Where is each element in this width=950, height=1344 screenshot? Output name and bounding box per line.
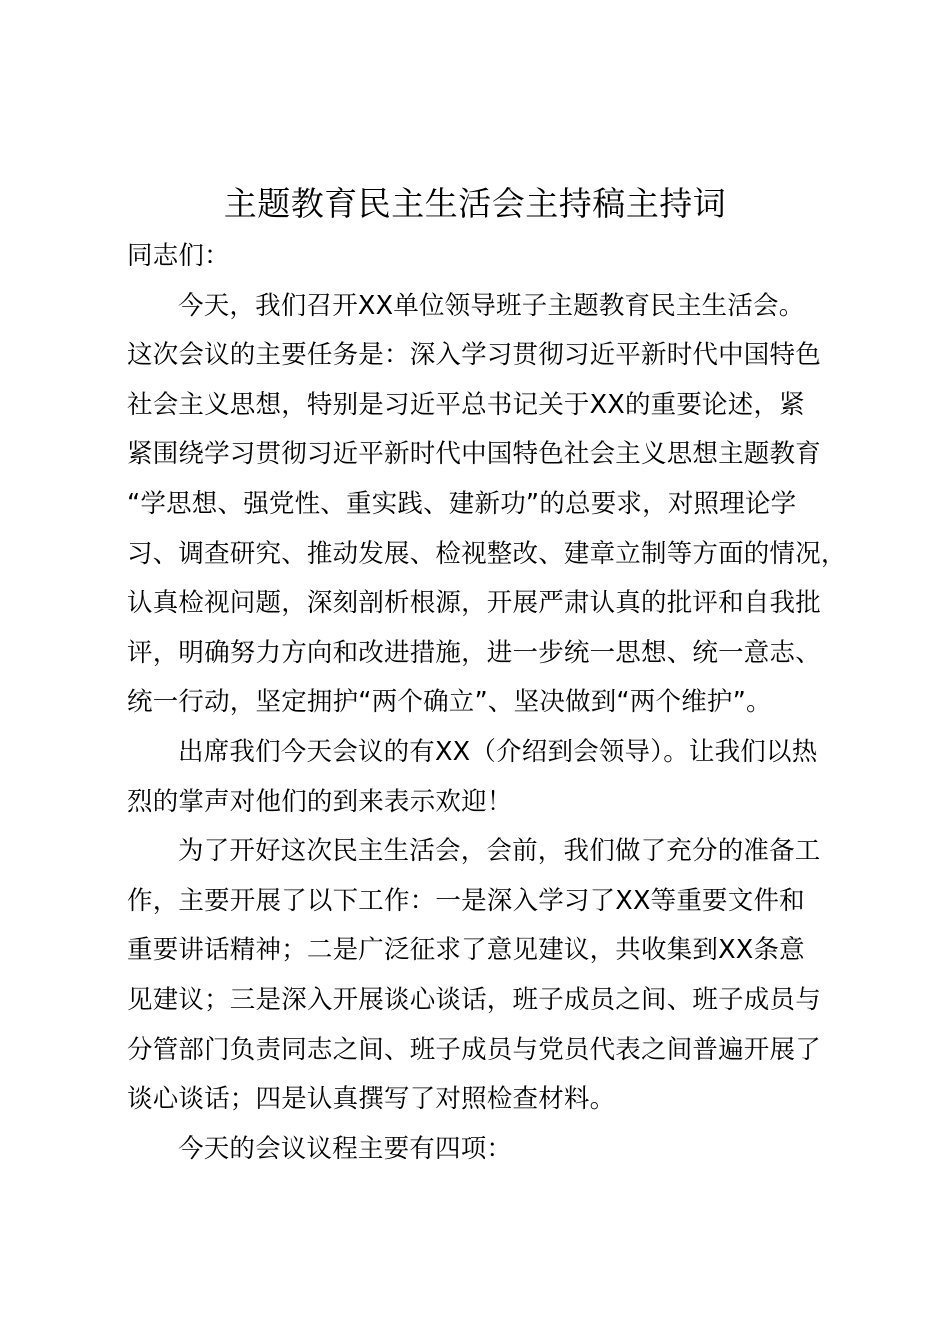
paragraph-1-line-9: 统一行动，坚定拥护“两个确立”、坚决做到“两个维护”。 xyxy=(127,687,772,718)
paragraph-2-line-2: 烈的掌声对他们的到来表示欢迎！ xyxy=(127,786,513,817)
paragraph-1-line-6: 习、调查研究、推动发展、检视整改、建章立制等方面的情况， xyxy=(127,538,847,569)
paragraph-3-line-6: 谈心谈话；四是认真撰写了对照检查材料。 xyxy=(127,1084,616,1115)
paragraph-1-line-7: 认真检视问题，深刻剖析根源，开展严肃认真的批评和自我批 xyxy=(127,588,821,619)
paragraph-1-line-4: 紧围绕学习贯彻习近平新时代中国特色社会主义思想主题教育 xyxy=(127,439,821,470)
paragraph-3-line-1: 为了开好这次民主生活会，会前，我们做了充分的准备工 xyxy=(178,836,821,867)
paragraph-3-line-2: 作，主要开展了以下工作：一是深入学习了XX等重要文件和 xyxy=(127,885,805,916)
paragraph-1-line-3: 社会主义思想，特别是习近平总书记关于XX的重要论述，紧 xyxy=(127,389,805,420)
paragraph-1-line-2: 这次会议的主要任务是：深入学习贯彻习近平新时代中国特色 xyxy=(127,340,821,371)
salutation-line: 同志们： xyxy=(127,241,230,271)
paragraph-4-line-1: 今天的会议议程主要有四项： xyxy=(178,1133,513,1164)
document-body xyxy=(127,232,867,1174)
paragraph-1-line-8: 评，明确努力方向和改进措施，进一步统一思想、统一意志、 xyxy=(127,637,821,668)
paragraph-3-line-5: 分管部门负责同志之间、班子成员与党员代表之间普遍开展了 xyxy=(127,1034,821,1065)
paragraph-1-line-1: 今天，我们召开XX单位领导班子主题教育民主生活会。 xyxy=(178,290,805,321)
document-title: 主题教育民主生活会主持稿主持词 xyxy=(223,184,727,223)
paragraph-1-line-5: “学思想、强党性、重实践、建新功”的总要求，对照理论学 xyxy=(127,488,797,519)
paragraph-3-line-3: 重要讲话精神；二是广泛征求了意见建议，共收集到XX条意 xyxy=(127,935,805,966)
paragraph-3-line-4: 见建议；三是深入开展谈心谈话，班子成员之间、班子成员与 xyxy=(127,984,821,1015)
paragraph-2-line-1: 出席我们今天会议的有XX（介绍到会领导）。让我们以热 xyxy=(178,736,818,767)
